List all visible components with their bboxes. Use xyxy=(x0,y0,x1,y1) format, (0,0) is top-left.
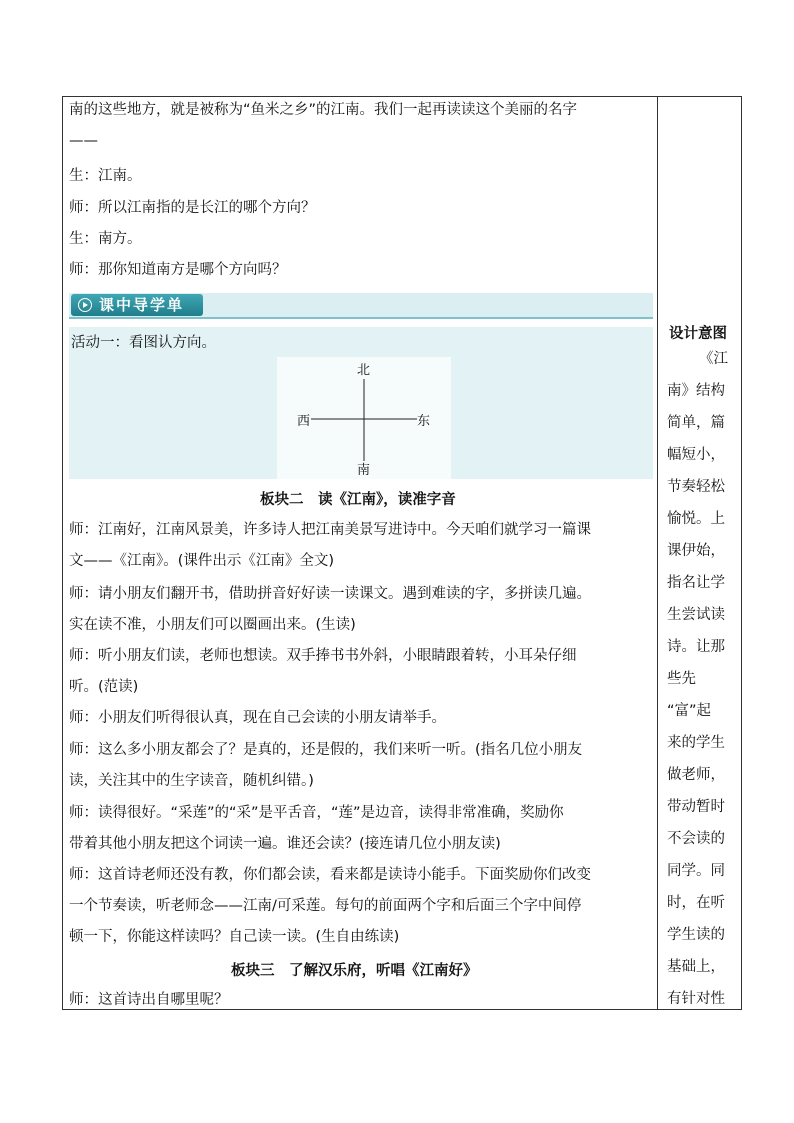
side-text-line: 带动暂时 xyxy=(667,799,725,815)
side-text-line: 些先 xyxy=(667,671,696,687)
section-heading: 板块三 了解汉乐府，听唱《江南好》 xyxy=(231,963,478,979)
side-text-line: 生尝试读 xyxy=(667,607,725,623)
compass-north-label: 北 xyxy=(357,363,371,378)
text-line: 师：这首诗老师还没有教，你们都会读，看来都是读诗小能手。下面奖励你们改变 xyxy=(69,867,591,883)
text-line: 带着其他小朋友把这个词读一遍。谁还会读？(接连请几位小朋友读) xyxy=(69,836,501,852)
play-circle-icon xyxy=(78,298,92,312)
side-text-line: 做老师， xyxy=(667,767,725,783)
side-text-line: 南》结构 xyxy=(667,383,725,399)
compass-west-label: 西 xyxy=(297,414,311,429)
section-banner xyxy=(69,293,653,319)
text-line: 师：江南好，江南风景美，许多诗人把江南美景写进诗中。今天咱们就学习一篇课 xyxy=(69,522,591,538)
compass-east-label: 东 xyxy=(417,414,431,429)
text-line: 师：这么多小朋友都会了？是真的，还是假的，我们来听一听。(指名几位小朋友 xyxy=(69,742,583,758)
text-line: 师：所以江南指的是长江的哪个方向？ xyxy=(69,200,316,216)
design-intent-title: 设计意图 xyxy=(669,326,727,342)
text-line: 生：南方。 xyxy=(69,231,142,247)
section-heading: 板块二 读《江南》，读准字音 xyxy=(260,492,456,508)
compass-south-label: 南 xyxy=(357,463,371,478)
text-line: 读，关注其中的生字读音，随机纠错。) xyxy=(69,773,314,789)
text-line: 实在读不准，小朋友们可以圈画出来。(生读) xyxy=(69,617,356,633)
text-line: 南的这些地方，就是被称为“鱼米之乡”的江南。我们一起再读读这个美丽的名字 xyxy=(69,102,578,118)
text-line: 师：这首诗出自哪里呢？ xyxy=(69,992,229,1008)
compass-diagram xyxy=(277,357,451,479)
column-divider xyxy=(657,97,658,1009)
text-line: 师：请小朋友们翻开书，借助拼音好好读一读课文。遇到难读的字，多拼读几遍。 xyxy=(69,586,591,602)
text-line: 一个节奏读，听老师念——江南/可采莲。每句的前面两个字和后面三个字中间停 xyxy=(69,898,582,914)
side-text-line: 学生读的 xyxy=(667,927,725,943)
side-text-line: 课伊始， xyxy=(667,543,725,559)
side-text-line: 《江 xyxy=(699,351,728,367)
text-line: 师：读得很好。“采莲”的“采”是平舌音，“莲”是边音，读得非常准确，奖励你 xyxy=(69,805,564,821)
side-text-line: “富”起 xyxy=(667,703,712,719)
text-line: 师：听小朋友们读，老师也想读。双手捧书书外斜，小眼睛跟着转，小耳朵仔细 xyxy=(69,648,577,664)
text-line: 顿一下，你能这样读吗？自己读一读。(生自由练读) xyxy=(69,929,400,945)
side-text-line: 幅短小， xyxy=(667,447,725,463)
side-text-line: 时，在听 xyxy=(667,895,725,911)
lesson-table xyxy=(62,96,742,1010)
side-text-line: 诗。让那 xyxy=(667,639,725,655)
side-text-line: 简单，篇 xyxy=(667,415,725,431)
text-line: —— xyxy=(69,133,98,149)
side-text-line: 节奏轻松 xyxy=(667,479,725,495)
text-line: 师：小朋友们听得很认真，现在自己会读的小朋友请举手。 xyxy=(69,710,446,726)
activity-title: 活动一：看图认方向。 xyxy=(71,335,216,351)
side-text-line: 愉悦。上 xyxy=(667,511,725,527)
side-text-line: 基础上， xyxy=(667,959,725,975)
side-text-line: 指名让学 xyxy=(667,575,725,591)
side-text-line: 来的学生 xyxy=(667,735,725,751)
activity-box xyxy=(69,327,653,479)
text-line: 生：江南。 xyxy=(69,168,142,184)
side-text-line: 不会读的 xyxy=(667,831,725,847)
section-banner-label: 课中导学单 xyxy=(99,296,185,314)
text-line: 听。(范读) xyxy=(69,679,139,695)
section-banner-tab xyxy=(71,294,203,316)
text-line: 师：那你知道南方是哪个方向吗？ xyxy=(69,262,287,278)
side-text-line: 有针对性 xyxy=(667,991,725,1007)
text-line: 文——《江南》。(课件出示《江南》全文) xyxy=(69,553,335,569)
side-text-line: 同学。同 xyxy=(667,863,725,879)
